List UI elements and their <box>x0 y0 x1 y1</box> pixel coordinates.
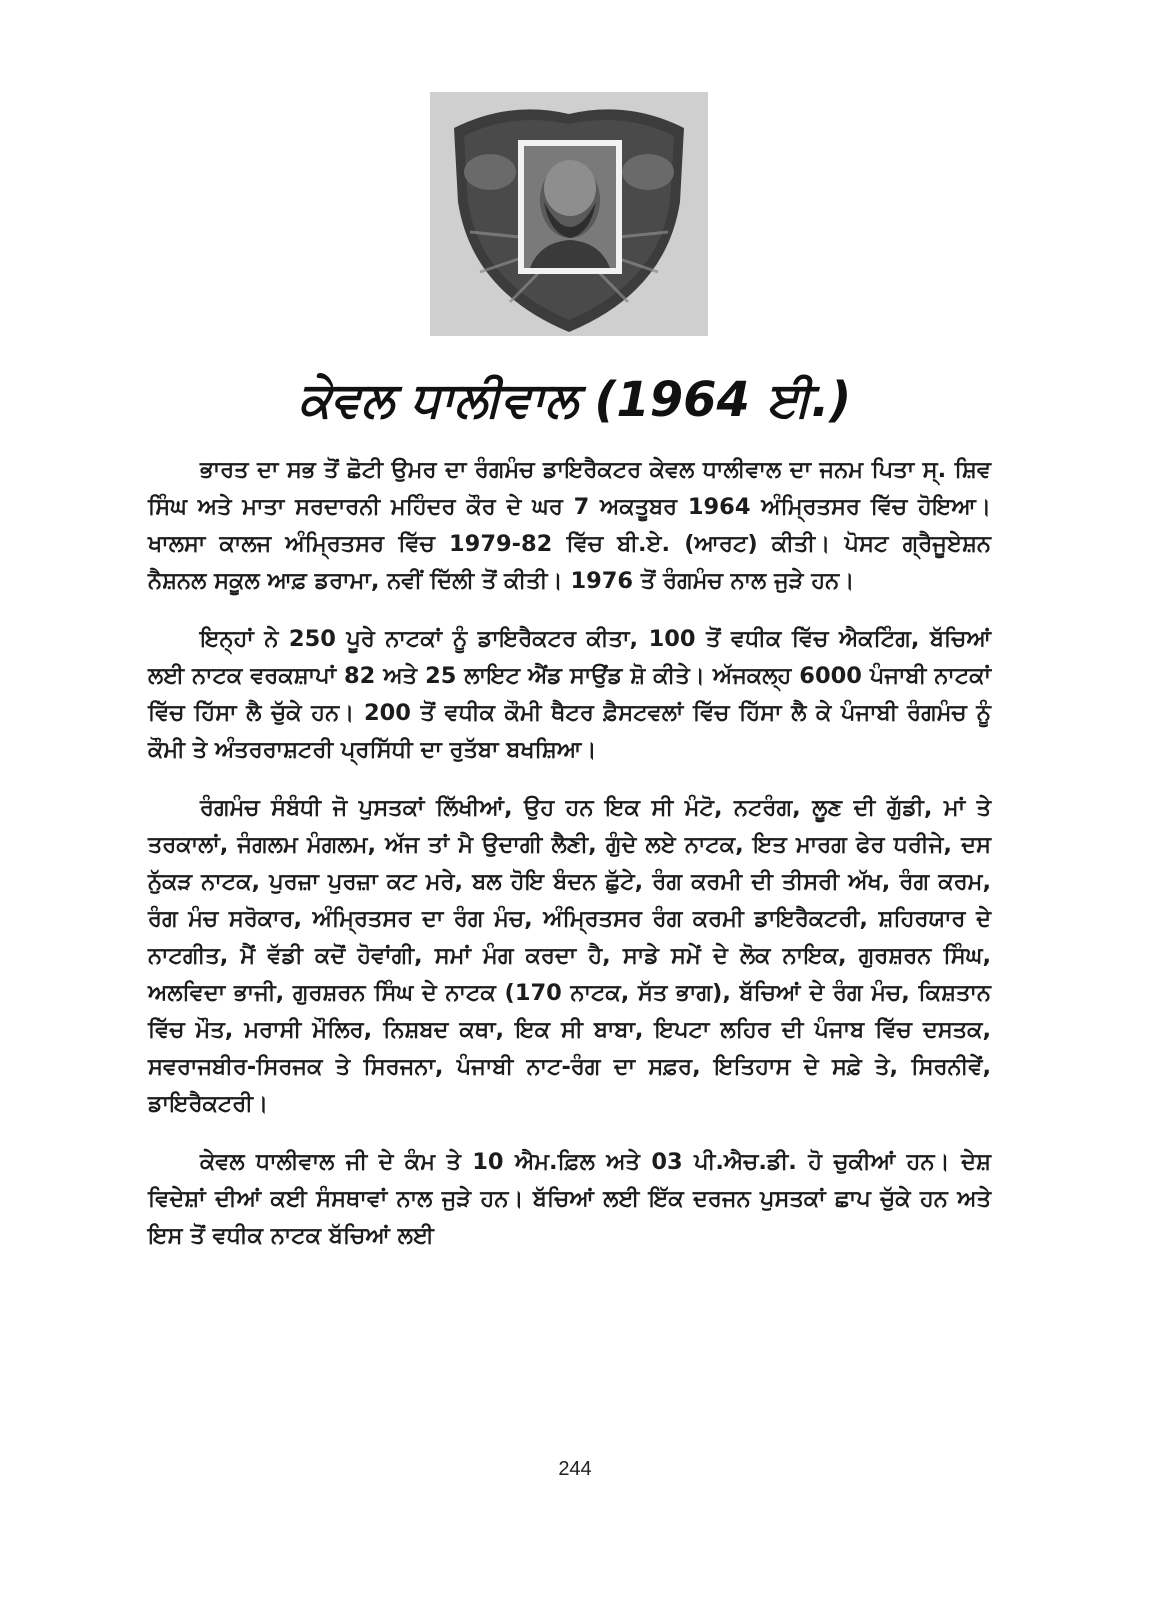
page-number: 244 <box>558 1458 592 1480</box>
paragraph: ਭਾਰਤ ਦਾ ਸਭ ਤੋਂ ਛੋਟੀ ਉਮਰ ਦਾ ਰੰਗਮੰਚ ਡਾਇਰੈਕਟਰ ਕੇਵਲ ਧਾਲੀਵਾਲ ਦਾ ਜਨਮ ਪਿਤਾ ਸ੍. ਸ਼ਿਵ ਸਿੰਘ ਅਤੇ ਮਾਤਾ ਸਰਦਾਰਨੀ ਮਹਿੰਦਰ ਕੌਰ ਦੇ ਘਰ 7 ਅਕਤੂਬਰ 1964 ਅੰਮ੍ਰਿਤਸਰ ਵਿੱਚ ਹੋਇਆ। ਖਾਲਸਾ ਕਾਲਜ ਅੰਮ੍ਰਿਤਸਰ ਵਿੱਚ 1979-82 ਵਿੱਚ ਬੀ.ਏ. (ਆਰਟ) ਕੀਤੀ। ਪੋਸਟ ਗ੍ਰੈਜੂਏਸ਼ਨ ਨੈਸ਼ਨਲ ਸਕੂਲ ਆਫ਼ ਡਰਾਮਾ, ਨਵੀਂ ਦਿੱਲੀ ਤੋਂ ਕੀਤੀ। 1976 ਤੋਂ ਰੰਗਮੰਚ ਨਾਲ ਜੁੜੇ ਹਨ। <box>148 457 991 594</box>
paragraph: ਇਨ੍ਹਾਂ ਨੇ 250 ਪੂਰੇ ਨਾਟਕਾਂ ਨੂੰ ਡਾਇਰੈਕਟਰ ਕੀਤਾ, 100 ਤੋਂ ਵਧੀਕ ਵਿੱਚ ਐਕਟਿੰਗ, ਬੱਚਿਆਂ ਲਈ ਨਾਟਕ ਵਰਕਸ਼ਾਪਾਂ 82 ਅਤੇ 25 ਲਾਇਟ ਐਂਡ ਸਾਉਂਡ ਸ਼ੋ ਕੀਤੇ। ਅੱਜਕਲ੍ਹ 6000 ਪੰਜਾਬੀ ਨਾਟਕਾਂ ਵਿੱਚ ਹਿੱਸਾ ਲੈ ਚੁੱਕੇ ਹਨ। 200 ਤੋਂ ਵਧੀਕ ਕੌਮੀ ਥੈਟਰ ਫ਼ੈਸਟਵਲਾਂ ਵਿੱਚ ਹਿੱਸਾ ਲੈ ਕੇ ਪੰਜਾਬੀ ਰੰਗਮੰਚ ਨੂੰ ਕੌਮੀ ਤੇ ਅੰਤਰਰਾਸ਼ਟਰੀ ਪ੍ਰਸਿੱਧੀ ਦਾ ਰੁਤੱਬਾ ਬਖਸ਼ਿਆ। <box>148 626 991 763</box>
article-body <box>148 452 991 1276</box>
paragraph: ਰੰਗਮੰਚ ਸੰਬੰਧੀ ਜੋ ਪੁਸਤਕਾਂ ਲਿੱਖੀਆਂ, ਉਹ ਹਨ ਇਕ ਸੀ ਮੰਟੋ, ਨਟਰੰਗ, ਲੂਣ ਦੀ ਗੁੱਡੀ, ਮਾਂ ਤੇ ਤਰਕਾਲਾਂ, ਜੰਗਲਮ ਮੰਗਲਮ, ਅੱਜ ਤਾਂ ਮੈ ਉਦਾਗੀ ਲੈਣੀ, ਗੁੰਦੇ ਲਏ ਨਾਟਕ, ਇਤ ਮਾਰਗ ਫੇਰ ਧਰੀਜੇ, ਦਸ ਨੁੱਕੜ ਨਾਟਕ, ਪੁਰਜ਼ਾ ਪੁਰਜ਼ਾ ਕਟ ਮਰੇ, ਬਲ ਹੋਇ ਬੰਦਨ ਛੁੱਟੇ, ਰੰਗ ਕਰਮੀ ਦੀ ਤੀਸਰੀ ਅੱਖ, ਰੰਗ ਕਰਮ, ਰੰਗ ਮੰਚ ਸਰੋਕਾਰ, ਅੰਮ੍ਰਿਤਸਰ ਦਾ ਰੰਗ ਮੰਚ, ਅੰਮ੍ਰਿਤਸਰ ਰੰਗ ਕਰਮੀ ਡਾਇਰੈਕਟਰੀ, ਸ਼ਹਿਰਯਾਰ ਦੇ ਨਾਟਗੀਤ, ਮੈਂ ਵੱਡੀ ਕਦੋਂ ਹੋਵਾਂਗੀ, ਸਮਾਂ ਮੰਗ ਕਰਦਾ ਹੈ, ਸਾਡੇ ਸਮੇਂ ਦੇ ਲੋਕ ਨਾਇਕ, ਗੁਰਸ਼ਰਨ ਸਿੰਘ, ਅਲਵਿਦਾ ਭਾਜੀ, ਗੁਰਸ਼ਰਨ ਸਿੰਘ ਦੇ ਨਾਟਕ (170 ਨਾਟਕ, ਸੱਤ ਭਾਗ), ਬੱਚਿਆਂ ਦੇ ਰੰਗ ਮੰਚ, ਕਿਸ਼ਤਾਨ ਵਿੱਚ ਮੌਤ, ਮਰਾਸੀ ਮੌਲਿਰ, ਨਿਸ਼ਬਦ ਕਥਾ, ਇਕ ਸੀ ਬਾਬਾ, ਇਪਟਾ ਲਹਿਰ ਦੀ ਪੰਜਾਬ ਵਿੱਚ ਦਸਤਕ, ਸਵਰਾਜਬੀਰ-ਸਿਰਜਕ ਤੇ ਸਿਰਜਨਾ, ਪੰਜਾਬੀ ਨਾਟ-ਰੰਗ ਦਾ ਸਫ਼ਰ, ਇਤਿਹਾਸ ਦੇ ਸਫ਼ੇ ਤੇ, ਸਿਰਨੀਵੇਂ, ਡਾਇਰੈਕਟਰੀ। <box>148 795 991 1117</box>
page-title: ਕੇਵਲ ਧਾਲੀਵਾਲ (1964 ਈ.) <box>298 372 852 428</box>
paragraph: ਕੇਵਲ ਧਾਲੀਵਾਲ ਜੀ ਦੇ ਕੰਮ ਤੇ 10 ਐਮ.ਫ਼ਿਲ ਅਤੇ 03 ਪੀ.ਐਚ.ਡੀ. ਹੋ ਚੁਕੀਆਂ ਹਨ। ਦੇਸ਼ ਵਿਦੇਸ਼ਾਂ ਦੀਆਂ ਕਈ ਸੰਸਥਾਵਾਂ ਨਾਲ ਜੁੜੇ ਹਨ। ਬੱਚਿਆਂ ਲਈ ਇੱਕ ਦਰਜਨ ਪੁਸਤਕਾਂ ਛਾਪ ਚੁੱਕੇ ਹਨ ਅਤੇ ਇਸ ਤੋਂ ਵਧੀਕ ਨਾਟਕ ਬੱਚਿਆਂ ਲਈ <box>148 1149 991 1249</box>
shield-portrait-icon <box>430 92 708 336</box>
portrait-image <box>430 92 708 336</box>
